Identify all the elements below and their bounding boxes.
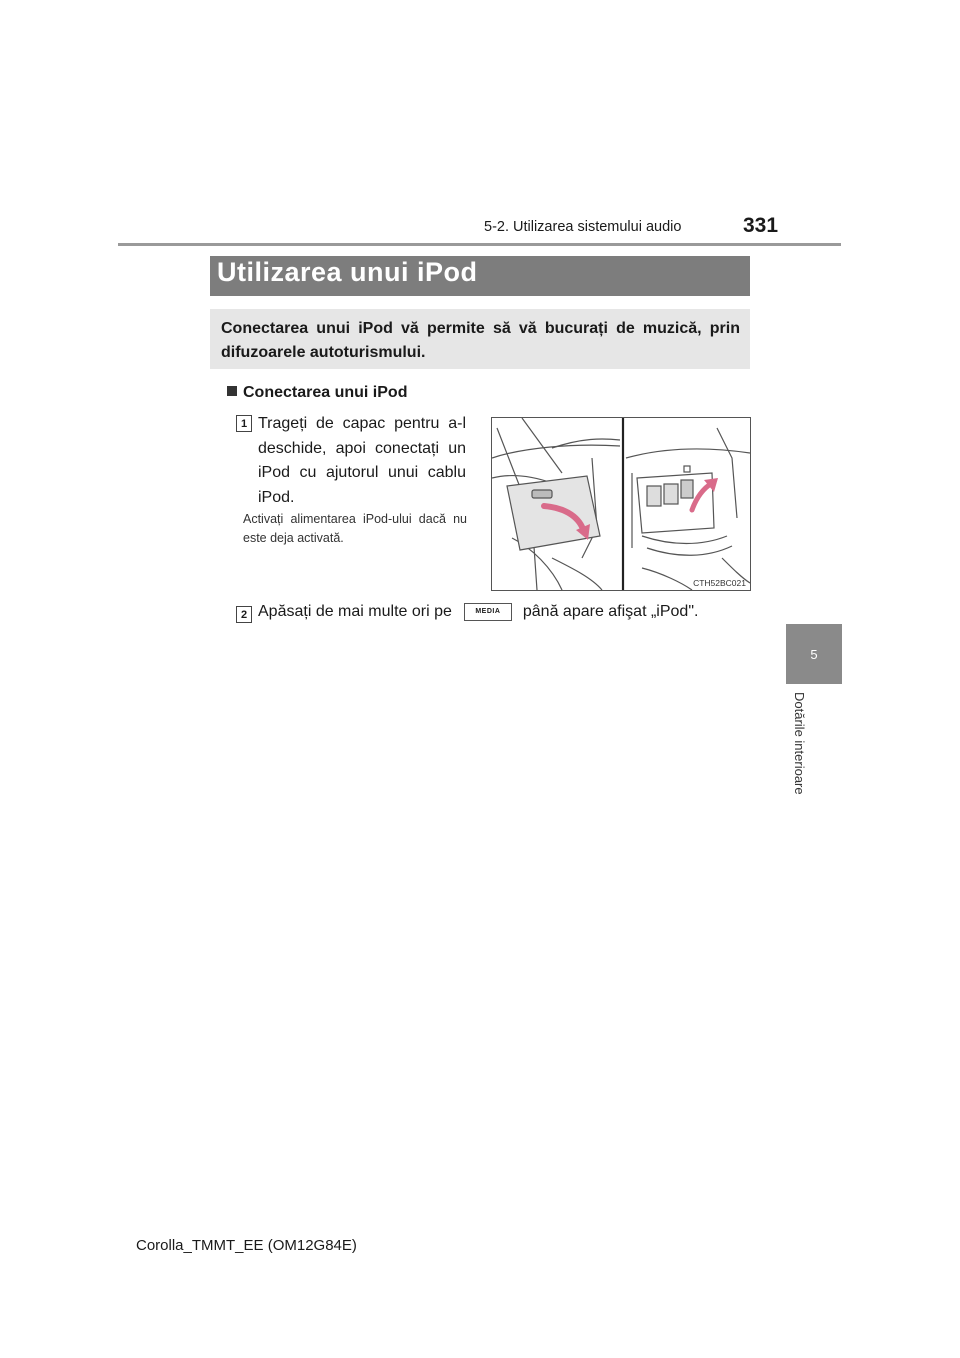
square-bullet-icon — [227, 386, 237, 396]
step-1-text: Trageți de capac pentru a-l deschide, apoi conectați un iPod cu ajutorul unui cablu iPod. — [258, 415, 466, 506]
subheading-text: Conectarea unui iPod — [243, 384, 408, 401]
subheading — [227, 384, 407, 402]
intro-box — [210, 309, 750, 369]
step-1-number: 1 — [236, 415, 252, 432]
ipod-connection-figure — [491, 417, 751, 591]
page-title: Utilizarea unui iPod — [217, 257, 478, 287]
step-1-note: Activați alimentarea iPod-ului dacă nu este deja activată. — [243, 512, 467, 545]
step-2-text-before: Apăsați de mai multe ori pe — [258, 603, 452, 620]
figure-code: CTH52BC021 — [693, 578, 746, 588]
console-illustration — [492, 418, 750, 590]
chapter-tab — [786, 624, 842, 684]
chapter-number: 5 — [810, 646, 818, 662]
intro-text: Conectarea unui iPod vă permite să vă bucurați de muzică, prin difuzoarele autoturismului. — [221, 320, 740, 361]
footer-model-code: Corolla_TMMT_EE (OM12G84E) — [136, 1237, 357, 1254]
page-number: 331 — [743, 214, 779, 237]
media-button-icon: MEDIA — [464, 603, 512, 621]
title-bar — [210, 256, 750, 296]
section-header: 5-2. Utilizarea sistemului audio — [484, 219, 682, 235]
header-rule — [118, 243, 841, 246]
step-2-text-after: până apare afişat „iPod". — [522, 603, 699, 620]
step-2-text — [258, 603, 698, 621]
step-2-number: 2 — [236, 606, 252, 623]
chapter-label: Dotările interioare — [792, 692, 807, 795]
